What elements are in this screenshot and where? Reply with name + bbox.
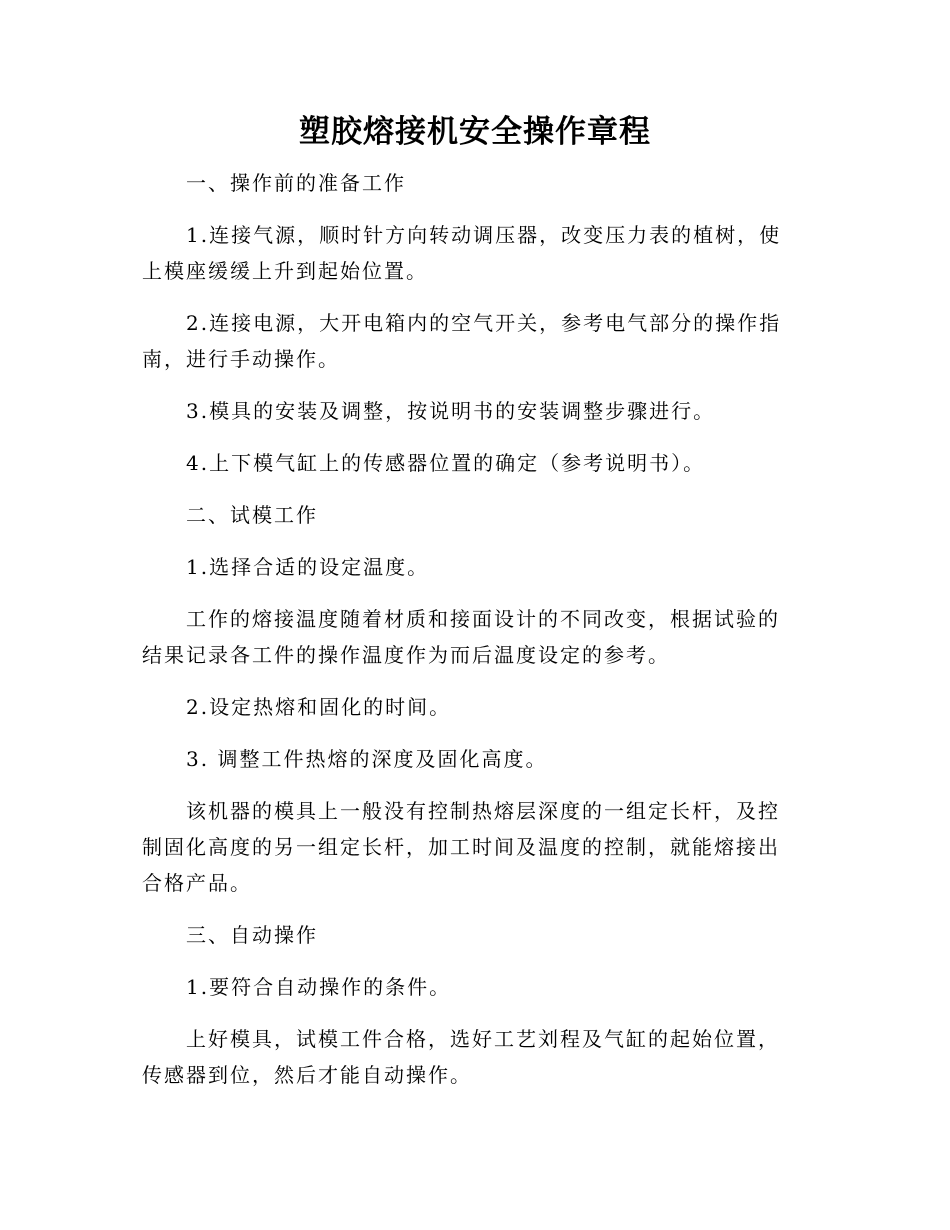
paragraph: 该机器的模具上一般没有控制热熔层深度的一组定长杆，及控制固化高度的另一组定长杆，加工时间及温度的控制，就能熔接出合格产品。 (142, 799, 780, 895)
paragraph: 1.选择合适的设定温度。 (186, 555, 430, 579)
document-body (142, 165, 794, 1109)
paragraph: 2.连接电源，大开电箱内的空气开关，参考电气部分的操作指南，进行手动操作。 (142, 311, 782, 371)
paragraph: 3.模具的安装及调整，按说明书的安装调整步骤进行。 (186, 399, 716, 423)
section-heading-2: 二、试模工作 (186, 503, 318, 527)
section-heading-3: 三、自动操作 (186, 923, 318, 947)
section-heading-1: 一、操作前的准备工作 (186, 171, 406, 195)
paragraph: 工作的熔接温度随着材质和接面设计的不同改变，根据试验的结果记录各工件的操作温度作为而后温度设定的参考。 (142, 607, 780, 667)
paragraph: 1.要符合自动操作的条件。 (186, 975, 452, 999)
paragraph: 上好模具，试模工件合格，选好工艺刘程及气缸的起始位置，传感器到位，然后才能自动操作。 (142, 1027, 780, 1087)
paragraph: 2.设定热熔和固化的时间。 (186, 695, 452, 719)
paragraph: 1.连接气源，顺时针方向转动调压器，改变压力表的植树，使上模座缓缓上升到起始位置。 (142, 223, 782, 283)
paragraph: 4.上下模气缸上的传感器位置的确定（参考说明书）。 (186, 451, 706, 475)
paragraph: 3. 调整工件热熔的深度及固化高度。 (186, 747, 548, 771)
document-title: 塑胶熔接机安全操作章程 (299, 114, 651, 150)
